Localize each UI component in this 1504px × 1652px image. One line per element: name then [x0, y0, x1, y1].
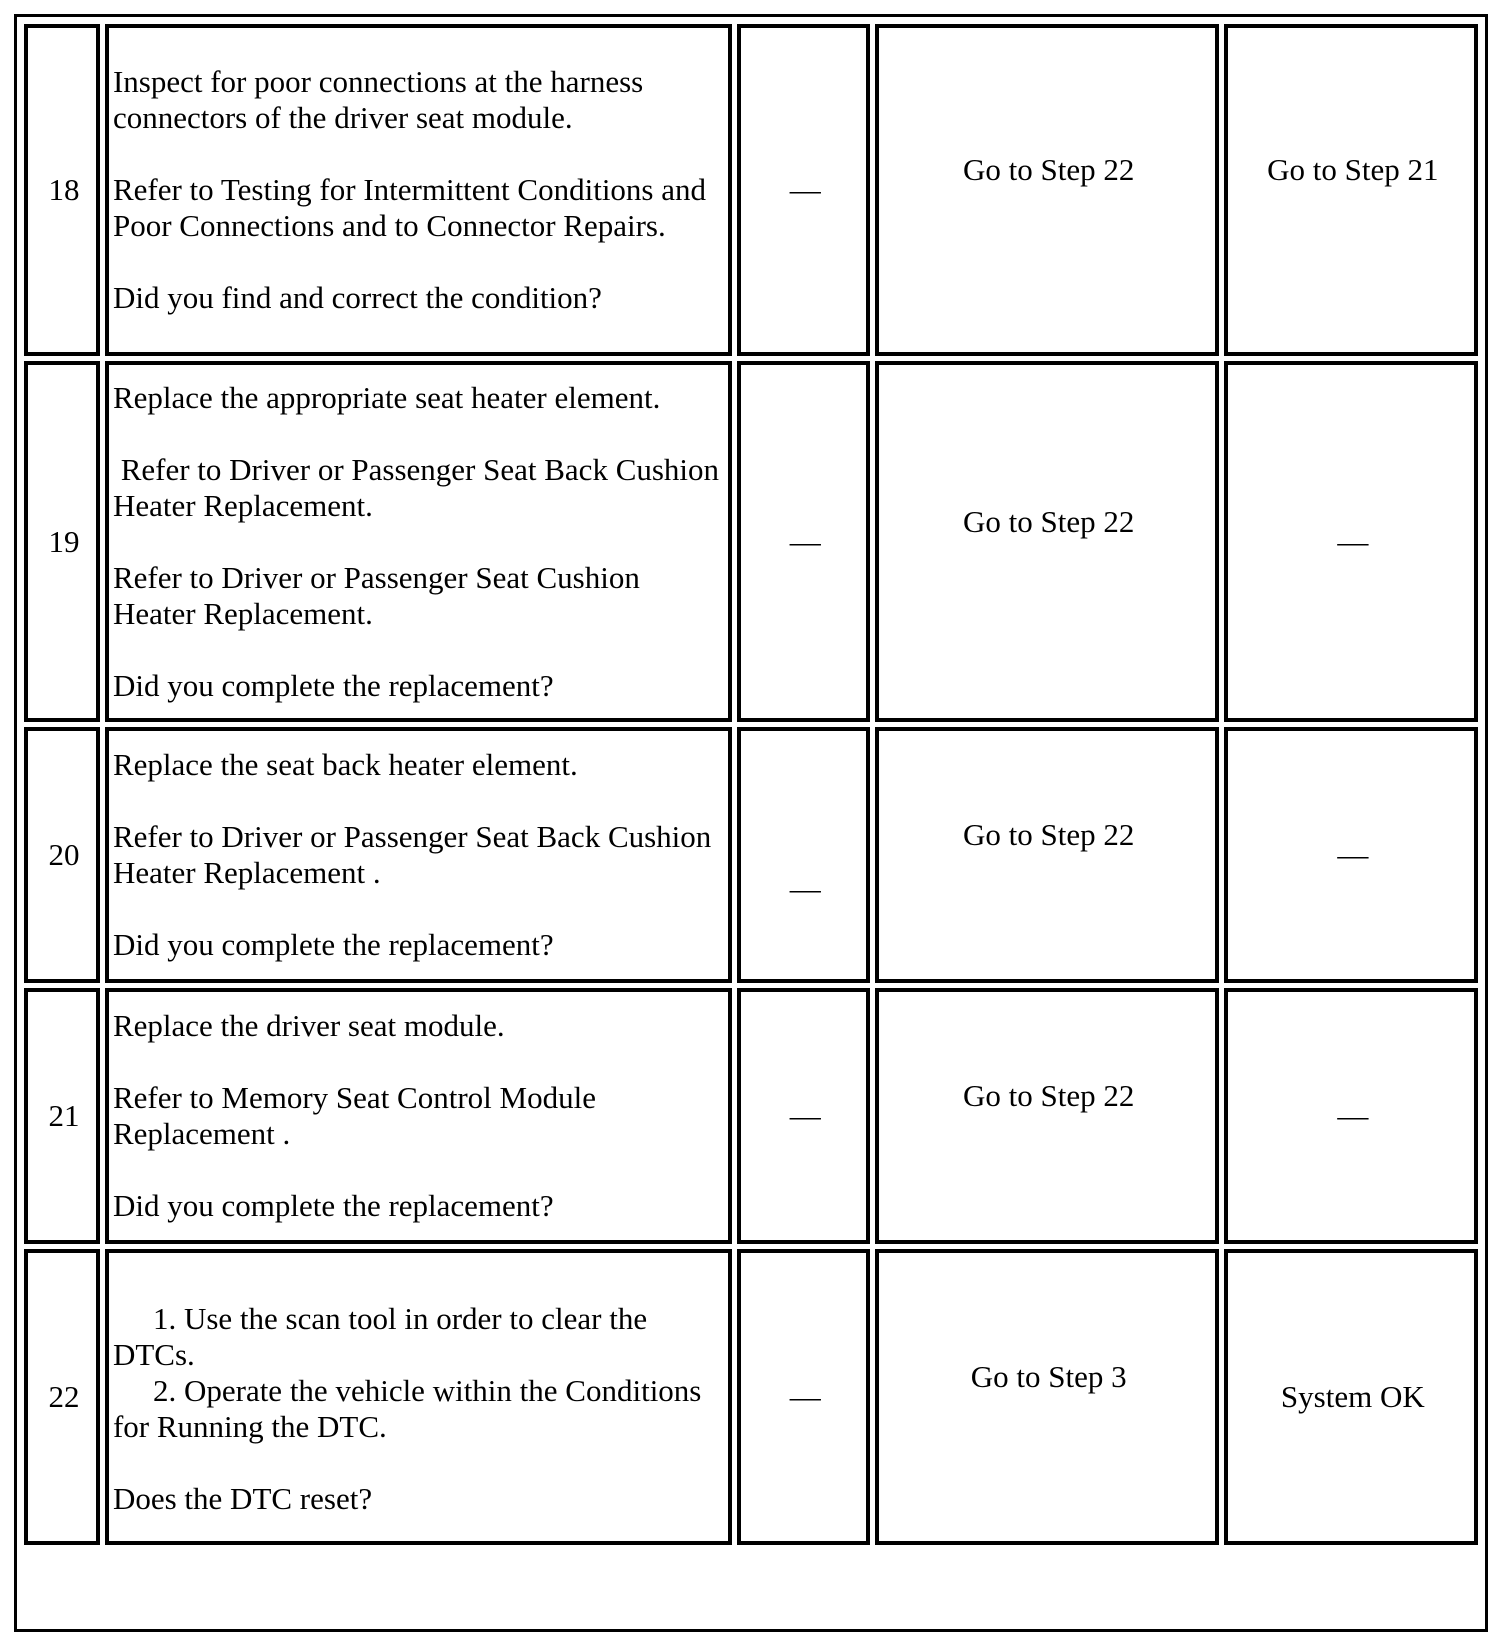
action-paragraph: Did you complete the replacement? [112, 1188, 554, 1223]
action-cell [105, 1249, 732, 1545]
action-paragraph: Refer to Memory Seat Control Module Replacement . [112, 1080, 596, 1151]
yes-cell [875, 24, 1219, 356]
value-cell [737, 1249, 870, 1545]
action-cell [105, 24, 732, 356]
action-cell [105, 361, 732, 722]
value-cell [737, 24, 870, 356]
action-paragraph: Did you complete the replacement? [112, 667, 554, 703]
value-text: — [789, 523, 821, 559]
no-cell [1224, 24, 1478, 356]
no-cell [1224, 1249, 1478, 1545]
action-paragraph: Refer to Driver or Passenger Seat Back Cushion Heater Replacement . [112, 819, 712, 890]
step-number-cell [24, 361, 100, 722]
action-paragraph: Replace the appropriate seat heater element. [112, 379, 661, 415]
step-number: 19 [48, 523, 80, 559]
step-number: 21 [48, 1098, 80, 1133]
step-number: 18 [48, 172, 80, 207]
yes-result: Go to Step 22 [963, 817, 1135, 852]
yes-cell [875, 988, 1219, 1244]
step-number-cell [24, 988, 100, 1244]
value-text: — [789, 172, 821, 207]
value-cell [737, 727, 870, 983]
action-paragraph: Did you find and correct the condition? [112, 280, 602, 315]
value-text: — [789, 1098, 821, 1133]
yes-result: Go to Step 3 [970, 1359, 1127, 1394]
value-text: — [789, 1379, 821, 1414]
table-row [24, 988, 1478, 1244]
value-cell [737, 988, 870, 1244]
no-result: — [1337, 523, 1369, 559]
step-number-cell [24, 727, 100, 983]
action-paragraph: Refer to Driver or Passenger Seat Cushion Heater Replacement. [112, 559, 640, 631]
action-paragraph: Inspect for poor connections at the harness connectors of the driver seat module. [112, 64, 644, 135]
no-result: — [1337, 1098, 1369, 1133]
yes-result: Go to Step 22 [963, 152, 1135, 187]
value-text: — [789, 871, 821, 906]
action-list-item: 2. Operate the vehicle within the Conditions for Running the DTC. [112, 1373, 702, 1444]
value-cell [737, 361, 870, 722]
no-cell [1224, 988, 1478, 1244]
step-number: 22 [48, 1379, 80, 1414]
no-result: — [1337, 837, 1369, 872]
table-row [24, 1249, 1478, 1545]
no-cell [1224, 727, 1478, 983]
action-paragraph: Replace the driver seat module. [112, 1008, 505, 1043]
no-result: Go to Step 21 [1267, 152, 1439, 187]
step-number: 20 [48, 837, 80, 872]
yes-result: Go to Step 22 [963, 1078, 1135, 1113]
table-row [24, 24, 1478, 356]
yes-cell [875, 361, 1219, 722]
no-cell [1224, 361, 1478, 722]
yes-cell [875, 727, 1219, 983]
step-number-cell [24, 1249, 100, 1545]
yes-cell [875, 1249, 1219, 1545]
diagnostic-table [19, 19, 1483, 1550]
action-list-item: 1. Use the scan tool in order to clear the DTCs. [112, 1301, 648, 1372]
action-paragraph: Refer to Testing for Intermittent Conditions and Poor Connections and to Connector Repairs. [112, 172, 707, 243]
no-result: System OK [1280, 1379, 1425, 1414]
action-paragraph: Did you complete the replacement? [112, 927, 554, 962]
action-paragraph: Does the DTC reset? [112, 1481, 373, 1516]
table-row [24, 727, 1478, 983]
action-paragraph: Refer to Driver or Passenger Seat Back Cushion Heater Replacement. [112, 451, 727, 523]
action-cell [105, 988, 732, 1244]
yes-result: Go to Step 22 [963, 503, 1135, 539]
action-cell [105, 727, 732, 983]
step-number-cell [24, 24, 100, 356]
table-row [24, 361, 1478, 722]
action-paragraph: Replace the seat back heater element. [112, 747, 578, 782]
